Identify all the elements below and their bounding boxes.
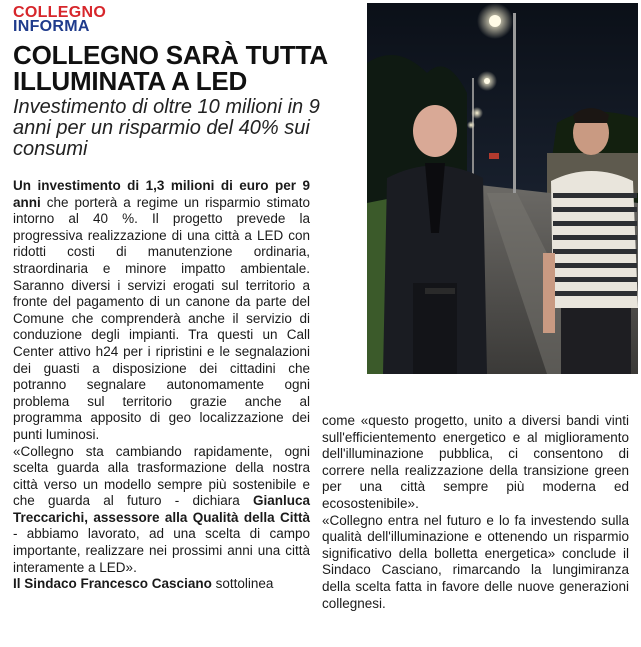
intro-bold-lead: Un investimento di 1,3 milioni di euro per 9 anni [13, 178, 310, 210]
article-column-left [13, 178, 310, 593]
article-subheadline: Investimento di oltre 10 milioni in 9 anni per un risparmio del 40% sui consumi [13, 96, 320, 160]
article-column-right [322, 413, 629, 612]
quote-assessore-text: «Collegno sta cambiando rapidamente, ogni scelta guarda alla trasformazione della nostra città verso un modello sempre più sostenibile e che guarda al futuro - dichiara [13, 443, 310, 509]
paragraph-quote-assessore [13, 444, 310, 577]
logo-line-collegno: COLLEGNO [13, 4, 107, 21]
intro-text: che porterà a regime un risparmio stimato intorno al 40 %. Il progetto prevede la progressiva realizzazione di una città a LED con ridotti costi di manutenzione ordinaria, straordinaria e minore impatto ambientale. Saranno diversi i servizi erogati sul territorio a fronte del pagamento di un canone da parte del Comune che comprenderà anche il servizio di conduzione degli impianti. Tra questi un Call Center attivo h24 per i ripristini e le segnalazioni dei guasti a disposizione dei cittadini che potranno segnalare autonomamente ogni problema sul territorio grazie anche al programma apposito di geo localizzazione dei punti luminosi. [13, 194, 310, 442]
paragraph-intro [13, 178, 310, 444]
sindaco-lead-text: sottolinea [211, 576, 274, 592]
photo-night-street-two-men [367, 3, 638, 374]
logo-line-informa: INFORMA [13, 18, 90, 35]
paragraph-conclusion: «Collegno entra nel futuro e lo fa investendo sulla qualità dell'illuminazione e ottenendo un risparmio significativo della bolletta energetica» conclude il Sindaco Casciano, rimarcando la lungimiranza della scelta fatta in favore delle nuove generazioni collegnesi. [322, 512, 629, 611]
article-headline: COLLEGNO SARÀ TUTTA ILLUMINATA A LED [13, 40, 327, 96]
paragraph-sindaco-quote: come «questo progetto, unito a diversi bandi vinti sull'efficientemento energetico e al miglioramento dell'illuminazione pubblica, ci consentono di correre nella realizzazione della transizione green per una città sempre più moderna ed ecosostenibile». [322, 413, 629, 511]
sindaco-name: Il Sindaco Francesco Casciano [13, 576, 212, 592]
masthead-logo [13, 6, 106, 34]
assessore-name: Gianluca Treccarichi, assessore alla Qualità della Città [13, 493, 310, 525]
paragraph-sindaco-lead [13, 576, 310, 593]
article-photo [364, 0, 641, 377]
quote-assessore-end: - abbiamo lavorato, ad una scelta di campo importante, realizzare nei prossimi anni una città interamente a LED». [13, 526, 310, 575]
